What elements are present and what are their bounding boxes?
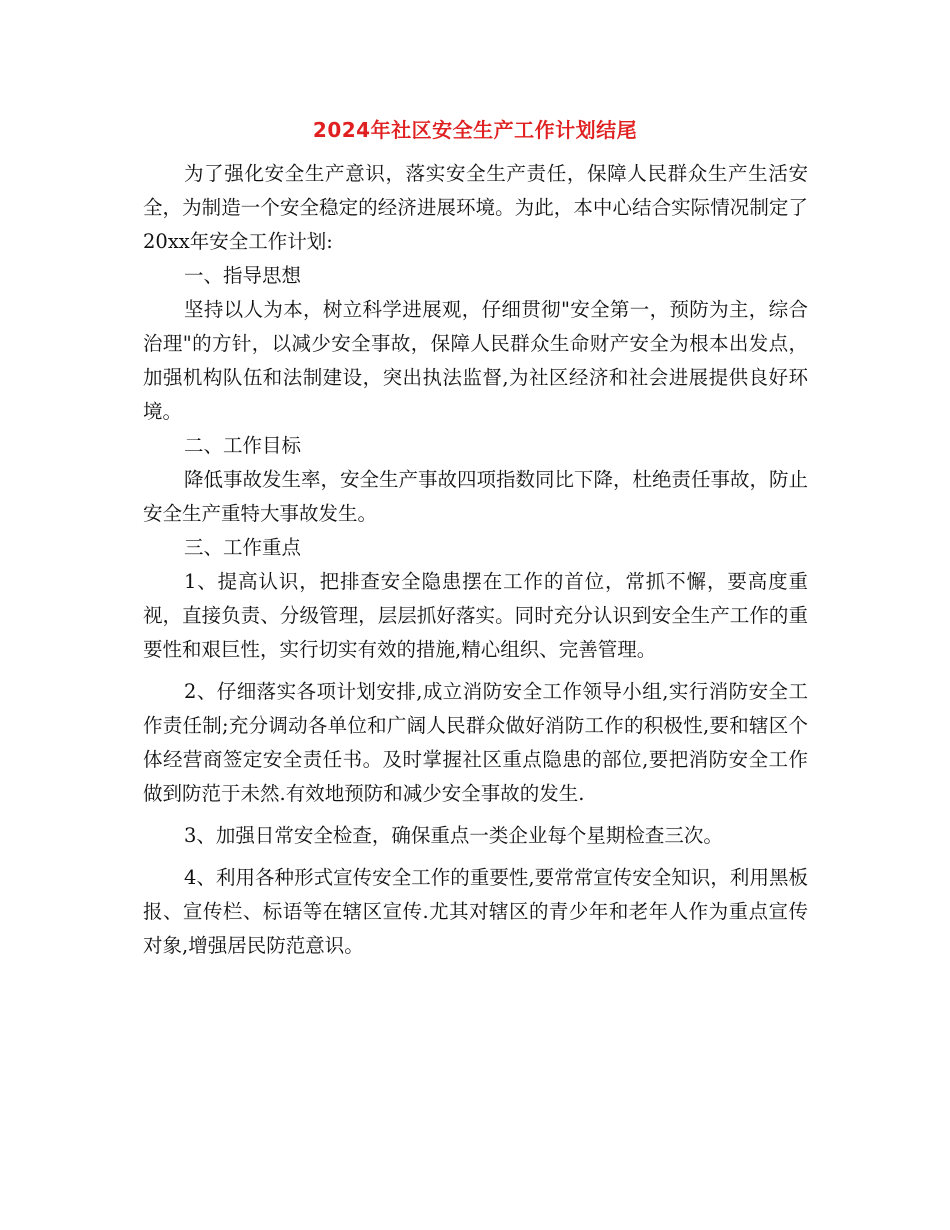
paragraph-gap bbox=[143, 853, 808, 861]
document-body bbox=[143, 157, 808, 963]
work-focus-item-2: 2、仔细落实各项计划安排,成立消防安全工作领导小组,实行消防安全工作责任制;充分调动各单位和广阔人民群众做好消防工作的积极性,要和辖区个体经营商签定安全责任书。及时掌握社区重点隐患的部位,要把消防安全工作做到防范于未然.有效地预防和减少安全事故的发生. bbox=[143, 680, 808, 805]
section-heading-work-focus: 三、工作重点 bbox=[184, 536, 302, 559]
section-heading-work-goals: 二、工作目标 bbox=[184, 434, 302, 457]
work-goals-paragraph: 降低事故发生率，安全生产事故四项指数同比下降，杜绝责任事故，防止安全生产重特大事故发生。 bbox=[143, 468, 809, 525]
guiding-ideology-paragraph: 坚持以人为本，树立科学进展观，仔细贯彻"安全第一，预防为主，综合治理"的方针，以减少安全事故，保障人民群众生命财产安全为根本出发点，加强机构队伍和法制建设，突出执法监督,为社区经济和社会进展提供良好环境。 bbox=[143, 298, 808, 423]
document-title: 2024年社区安全生产工作计划结尾 bbox=[312, 118, 638, 142]
paragraph-gap bbox=[143, 667, 808, 675]
section-heading-guiding-ideology: 一、指导思想 bbox=[184, 264, 302, 287]
work-focus-item-1: 1、提高认识，把排查安全隐患摆在工作的首位，常抓不懈，要高度重视，直接负责、分级管理，层层抓好落实。同时充分认识到安全生产工作的重要性和艰巨性，实行切实有效的措施,精心组织、完善管理。 bbox=[143, 570, 808, 661]
intro-paragraph: 为了强化安全生产意识，落实安全生产责任，保障人民群众生产生活安全，为制造一个安全稳定的经济进展环境。为此，本中心结合实际情况制定了20xx年安全工作计划: bbox=[143, 162, 808, 253]
work-focus-item-3: 3、加强日常安全检查，确保重点一类企业每个星期检查三次。 bbox=[184, 824, 723, 847]
paragraph-gap bbox=[143, 811, 808, 819]
work-focus-item-4: 4、利用各种形式宣传安全工作的重要性,要常常宣传安全知识，利用黑板报、宣传栏、标语等在辖区宣传.尤其对辖区的青少年和老年人作为重点宣传对象,增强居民防范意识。 bbox=[143, 866, 808, 957]
